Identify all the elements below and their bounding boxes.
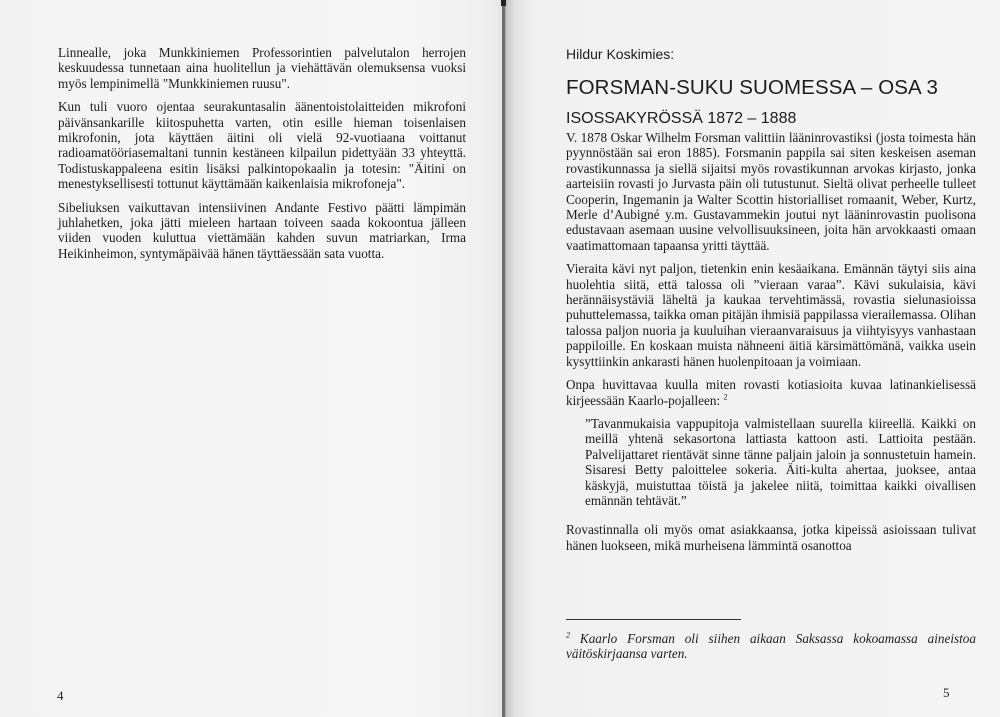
author-name: Hildur Koskimies: <box>566 46 675 62</box>
quote-intro-text: Onpa huvittavaa kuulla miten rovasti kotiasioita kuvaa latinankielisessä kirjeessään Kaarlo-pojalleen: <box>566 377 976 408</box>
paragraph: Sibeliuksen vaikuttavan intensiivinen Andante Festivo päätti lämpimän juhlahetken, joka jätti mieleen hartaan toiveen saada kokoontua jälleen viiden vuoden kuluttua viettämään kahden suvun matriarkan, Irma Heikinheimon, syntymäpäivää hänen täyttäessään sata vuotta. <box>58 199 466 261</box>
footnote <box>566 631 976 662</box>
right-page-body <box>566 130 976 561</box>
section-subtitle: ISOSSAKYRÖSSÄ 1872 – 1888 <box>566 110 797 127</box>
footnote-divider <box>566 619 741 620</box>
page-number-right: 5 <box>943 685 950 700</box>
paragraph: Kun tuli vuoro ojentaa seurakuntasalin äänentoistolaitteiden mikrofoni päivänsankarille kiitospuhetta varten, otin esille hieman toisenlaisen mikrofonin, jota käyttäen äitini oli vielä 92-vuotiaana voittanut radioamatööriasemaltani tunnin kestäneen kilpailun pidettyään 33 yhteyttä. Todistuskappaleena esitin lisäksi palkintopokaalin ja totesin: "Äitini on menestyksellisesti tottunut käyttämään kaikenlaisia mikrofoneja". <box>58 99 466 192</box>
spine-mark <box>501 0 506 6</box>
footnote-number: 2 <box>566 630 570 640</box>
footnote-reference: 2 <box>723 392 728 402</box>
quote-intro-paragraph <box>566 377 976 408</box>
block-quote: ”Tavanmukaisia vappupitoja valmistellaan suurella kiireellä. Kaikki on meillä yhtenä sekasortona lattiasta kattoon asti. Lattioita pestään. Palvelijattaret rientävät sinne tänne paljain jaloin ja sonnustetuin hamein. Sisaresi Betty paloittelee sokeria. Äiti-kulta ahertaa, juoksee, antaa käskyjä, muistuttaa töistä ja jakelee niitä, toimittaa kaikki oivallisen emännän tehtävät.” <box>585 415 976 508</box>
chapter-title: FORSMAN-SUKU SUOMESSA – OSA 3 <box>566 76 938 99</box>
footnote-text: Kaarlo Forsman oli siihen aikaan Saksassa kokoamassa aineistoa väitöskirjaansa varten. <box>566 631 976 662</box>
book-spine <box>502 0 505 717</box>
left-page-body <box>58 45 466 269</box>
paragraph: Linnealle, joka Munkkiniemen Professorintien palvelutalon herrojen keskuudessa tunnetaan aina huolitellun ja viehättävän olemuksensa vuoksi myös lempinimellä "Munkkiniemen ruusu". <box>58 45 466 91</box>
chapter-header <box>566 46 976 131</box>
paragraph: Vieraita kävi nyt paljon, tietenkin enin kesäaikana. Emännän täytyi siis aina huolehtia siitä, että talossa oli ”vieraan varaa”. Kävi sukulaisia, kävi herännäisystäviä läheltä ja kaukaa tervehtimässä, rovastia sielunasioissa puhuttelemassa, taikka oman pitäjän ihmisiä pappilassa vierailemassa. Olihan talossa paljon nuoria ja kuuluihan vieraanvaraisuus ja viihtyisyys vanhastaan pappiloille. En koskaan muista nähneeni äitiä kärsimättömänä, vaikka usein kysyttiinkin ankarasti hänen huolenpitoaan ja voimiaan. <box>566 261 976 369</box>
paragraph: Rovastinnalla oli myös omat asiakkaansa, jotka kipeissä asioissaan tulivat hänen luokseen, mikä murheisena lämmintä osanottoa <box>566 522 976 553</box>
page-number-left: 4 <box>57 688 64 703</box>
paragraph: V. 1878 Oskar Wilhelm Forsman valittiin lääninrovastiksi (josta toimesta hän pyynnöstään sai eron 1885). Forsmanin pappila sai siten keskeisen aseman rovastikunnassa ja siellä sijaitsi myös rovastikunnan arvokas kirjasto, jonka aarteisiin rovasti jo Jurvasta päin oli tutustunut. Sieltä olivat perheelle tulleet Cooperin, Ingemanin ja Walter Scottin historialliset romaanit, Weber, Kurtz, Merle d’Aubigné y.m. Gustavammekin joutui nyt lääninrovastin puolisona edustavaan asemaan uusine velvollisuuksineen, joita hän arvokkaasti omaan vaatimattomaan tapaansa yritti täyttää. <box>566 130 976 253</box>
